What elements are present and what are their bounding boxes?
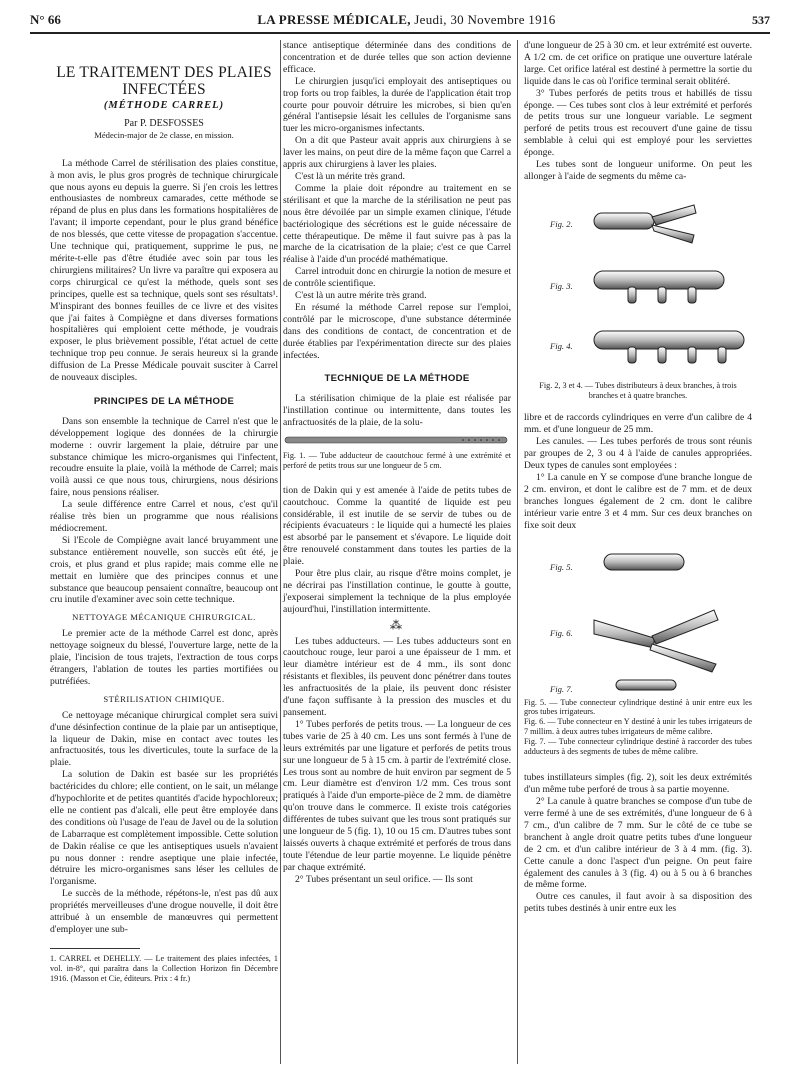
figure-caption: Fig. 2, 3 et 4. — Tubes distributeurs à deux branches, à trois branches et à quatre branches.	[539, 380, 737, 400]
paragraph: 2° Tubes présentant un seul orifice. — Ils sont	[295, 873, 473, 885]
figure-1	[283, 429, 511, 471]
figure-label: Fig. 3.	[550, 280, 573, 291]
distributor-tubes-illustration	[524, 191, 752, 381]
paragraph: C'est là un autre mérite très grand.	[295, 290, 427, 302]
paragraph: La seule différence entre Carrel et nous, c'est qu'il réalise très bien un programme que nous réalisions médiocrement.	[50, 499, 278, 534]
paragraph: Dans son ensemble la technique de Carrel n'est que le développement logique des données de la chirurgie moderne : ouvrir largement la plaie, détruire par une substance chimique les micro-organismes qui l'infectent, recoudre ensuite la plaie, voilà la méthode de Carrel; mais voilà aussi ce que nous tous, chirurgiens, nous désirions faire, nous pensions réaliser.	[50, 415, 278, 499]
paragraph: tion de Dakin qui y est amenée à l'aide de petits tubes de caoutchouc. Comme la quantité de liquide est peu considérable, il est inutile de se servir de tubes ou de récipients évacuateurs : le liquide qui a humecté les plaies est absorbé par le pansement et s'évapore. Le liquide doit être renouvelé constamment dans toutes les parties de la plaie.	[283, 484, 511, 568]
connector-tubes-illustration	[524, 540, 752, 698]
figure-label: Fig. 2.	[550, 218, 573, 229]
column-divider	[517, 40, 518, 1064]
subsection-heading: NETTOYAGE MÉCANIQUE CHIRURGICAL.	[72, 612, 256, 623]
figure-label: Fig. 5.	[550, 561, 573, 572]
figures-5-6-7	[524, 540, 752, 698]
figure-caption: Fig. 7. — Tube connecteur cylindrique destiné à raccorder des tubes adducteurs à des segments de tubes de même calibre.	[524, 736, 752, 756]
issue-date: Jeudi, 30 Novembre 1916	[410, 12, 556, 27]
page-header	[30, 8, 770, 34]
paragraph: C'est là un mérite très grand.	[295, 170, 405, 182]
paragraph: Le chirurgien jusqu'ici employait des antiseptiques ou trop forts ou trop faibles, la durée de l'application était trop courte pour pouvoir détruire les microbes, si bien qu'en général l'antisepsie lésait les cellules de l'organisme sans tuer les micro-organismes infectants.	[283, 75, 511, 135]
journal-title	[257, 12, 555, 28]
paragraph: Les tubes adducteurs. — Les tubes adducteurs sont en caoutchouc rouge, leur paroi a une épaisseur de 1 mm. et leur diamètre intérieur est de 4 mm., ils sont donc résistants et flexibles, ils peuvent donc pénétrer dans toutes les anfractuosités de la plaie, ils peuvent donc résister d'une façon suffisante à la pression des muscles et du pansement.	[283, 635, 511, 718]
column-1	[50, 48, 278, 984]
paragraph: stance antiseptique déterminée dans des conditions de concentration et de durée telles que son action devienne efficace.	[283, 40, 511, 75]
figure-caption: Fig. 5. — Tube connecteur cylindrique destiné à unir entre eux les gros tubes irrigateurs.	[524, 697, 752, 717]
paragraph: Outre ces canules, il faut avoir à sa disposition des petits tubes destinés à unir entre eux les	[524, 891, 752, 915]
column-2	[283, 40, 511, 886]
paragraph: On a dit que Pasteur avait appris aux chirurgiens à se laver les mains, on peut dire de la même façon que Carrel a appris aux chirurgiens à laver les plaies.	[283, 135, 511, 171]
article-subtitle: (MÉTHODE CARREL)	[103, 100, 225, 111]
page-number: 537	[751, 13, 770, 27]
figure-caption: Fig. 6. — Tube connecteur en Y destiné à unir les tubes irrigateurs de 7 millim. à deux autres tubes irrigateurs de même calibre.	[524, 717, 752, 736]
paragraph: 1° La canule en Y se compose d'une branche longue de 2 cm. environ, et dont le calibre est de 7 mm. et de deux branches longues également de 2 cm. dont le calibre intérieur varie entre 3 et 4 mm. Sur ces deux branches on fixe soit deux	[524, 472, 752, 531]
paragraph: d'une longueur de 25 à 30 cm. et leur extrémité est ouverte. A 1/2 cm. de cet orifice on pratique une ouverture latérale large. Cet orifice latéral est destiné à permettre la sortie du liquide dans le cas où l'orifice terminal serait oblitéré.	[524, 40, 752, 87]
figure-caption: Fig. 1. — Tube adducteur de caoutchouc fermé à une extrémité et perforé de petits trous sur une longueur de 5 cm.	[283, 451, 511, 470]
figure-label: Fig. 7.	[550, 683, 573, 694]
paragraph: Les tubes sont de longueur uniforme. On peut les allonger à l'aide de segments du même ca-	[524, 159, 752, 182]
paragraph: Ce nettoyage mécanique chirurgical complet sera suivi d'une désinfection continue de la plaie par un antiseptique, la liqueur de Dakin, mise en contact avec toutes les anfractuosités, tous les diverticules, toute la surface de la plaie.	[50, 709, 278, 769]
author-role: Médecin-major de 2e classe, en mission.	[94, 129, 234, 140]
column-3	[524, 40, 752, 915]
paragraph: Carrel introduit donc en chirurgie la notion de mesure et de contrôle scientifique.	[283, 266, 511, 290]
section-ornament: ⁂	[390, 617, 404, 632]
paragraph: Pour être plus clair, au risque d'être moins complet, je ne décrirai pas l'instillation continue, le goutte à goutte, j'exposerai simplement la technique de la plus employée aujourd'hui, l'instillation intermittente.	[283, 568, 511, 615]
paragraph: Les canules. — Les tubes perforés de trous sont réunis par groupes de 2, 3 ou 4 à l'aide de canules appropriées. Deux types de canules sont employées :	[524, 436, 752, 472]
figures-2-3-4	[524, 191, 752, 381]
paragraph: 2° La canule à quatre branches se compose d'un tube de verre fermé à une de ses extrémités, d'une longueur de 6 à 7 cm., d'un calibre de 7 mm. Sur le côté de ce tube se branchent à angle droit quatre petits tubes d'une longueur de 2 cm. et d'un calibre intérieur de 3 à 4 mm. (fig. 3). Cette canule a donc l'aspect d'un peigne. On peut faire également des canules à 3 (fig. 4) ou à 5 ou à 6 branches de même forme.	[524, 796, 752, 891]
figure-label: Fig. 6.	[550, 627, 573, 638]
paragraph: Le succès de la méthode, répétons-le, n'est pas dû aux propriétés merveilleuses d'une drogue nouvelle, il doit être attribué à un ensemble de manœuvres qui permettent d'employer une sub-	[50, 888, 278, 935]
article-title: LE TRAITEMENT DES PLAIES INFECTÉES	[56, 64, 272, 98]
paragraph: En résumé la méthode Carrel repose sur l'emploi, contrôlé par le microscope, d'une substance déterminée dans des conditions de contact, de concentration et de durée établies par l'expérimentation directe sur des plaies infectées.	[283, 301, 511, 361]
paragraph: Si l'Ecole de Compiègne avait lancé bruyamment une substance entièrement nouvelle, son succès eût été, je crois, et plus grand et plus rapide; mais comme elle ne mettait en lumière que des principes connus et une substance que beaucoup pensaient connaître, beaucoup ont cru inutile d'examiner avec soin cette technique.	[50, 534, 278, 606]
paragraph: tubes instillateurs simples (fig. 2), soit les deux extrémités d'un même tube perforé de trous à sa partie moyenne.	[524, 772, 752, 796]
subsection-heading: STÉRILISATION CHIMIQUE.	[103, 693, 225, 704]
paragraph: Le premier acte de la méthode Carrel est donc, après nettoyage soigneux du blessé, l'ouverture large, nette de la plaie, l'incision de tous trajets, l'extraction de tous corps étrangers, l'ablation de toutes les parties mortifiées ou putréfiées.	[50, 628, 278, 687]
footnote-rule	[50, 948, 140, 949]
paragraph: libre et de raccords cylindriques en verre d'un calibre de 4 mm. et d'une longueur de 25 mm.	[524, 412, 752, 436]
paragraph: La stérilisation chimique de la plaie est réalisée par l'instillation continue ou intermittente, dans toutes les anfractuosités de la plaie, de la solu-	[283, 393, 511, 429]
paragraph: 3° Tubes perforés de petits trous et habillés de tissu éponge. — Ces tubes sont clos à leur extrémité et perforés de petits trous sur une longueur variable. Le segment perforé de petits trous est recouvert d'une gaine de tissu semblable à celui qui est employé pour les serviettes éponge.	[524, 87, 752, 159]
paragraph: Comme la plaie doit répondre au traitement en se stérilisant et que la marche de la stérilisation ne peut pas nous être dévoilée par un simple examen clinique, l'étude bactériologique des sécrétions est le guide nécessaire de cette thérapeutique. De même il faut suivre pas à pas la marche de la cicatrisation de la plaie; c'est ce que Carrel réalise à l'aide d'un procédé mathématique.	[283, 182, 511, 266]
tube-illustration	[283, 429, 511, 451]
footnote: 1. CARREL et DEHELLY. — Le traitement des plaies infectées, 1 vol. in-8°, qui paraîtra dans la Collection Horizon fin Décembre 1916. (Masson et Cie, éditeurs. Prix : 4 fr.)	[50, 953, 278, 983]
paragraph: La solution de Dakin est basée sur les propriétés bactéricides du chlore; elle contient, on le sait, un mélange d'hypochlorite et de petites quantités d'acide hypochloreux; elle ne contient pas d'alcali, elle peut être employée dans des conditions où l'usage de l'eau de Javel ou de la solution de Labarraque est complètement impossible. Cette solution de Dakin réalise ce que les antiseptiques usuels n'avaient pu nous donner : rendre aseptique une plaie infectée, détruire les micro-organismes sans léser les cellules de l'organisme.	[50, 769, 278, 888]
column-divider	[280, 40, 281, 1064]
section-heading: TECHNIQUE DE LA MÉTHODE	[324, 373, 470, 385]
author-byline: Par P. DESFOSSES	[124, 117, 204, 129]
section-heading: PRINCIPES DE LA MÉTHODE	[93, 395, 235, 407]
paragraph: La méthode Carrel de stérilisation des plaies constitue, à mon avis, le plus gros progrès de technique chirurgicale que nous ayons eu depuis la guerre. Si j'en crois les lettres enthousiastes de nombreux camarades, cette méthode se répand de plus en plus dans les formations hospitalières de l'avant; il importe cependant, pour le plus grand bénéfice de nos blessés, que cette vitesse de propagation s'accentue. Une technique qui, pratiquement, supprime le pus, ne mérite-t-elle pas d'être étudiée avec soin par tous les chirurgiens militaires? Un livre va paraître qui exposera au corps chirurgical ce qu'est la méthode, quels sont ses principes, quelle est sa technique, quels sont ses résultats¹. M'inspirant des bonnes feuilles de ce livre et des visites que j'ai faites à Compiègne et dans diverses formations hospitalières qui emploient cette méthode, je voudrais exposer, le plus brièvement possible, l'état actuel de cette technique trop peu connue. Je serais heureux si la grande diffusion de La Presse Médicale pouvait susciter à Carrel de nouveaux disciples.	[50, 157, 278, 384]
journal-name: LA PRESSE MÉDICALE,	[257, 12, 411, 27]
figure-label: Fig. 4.	[550, 340, 573, 351]
issue-number: N° 66	[30, 12, 61, 27]
paragraph: 1° Tubes perforés de petits trous. — La longueur de ces tubes varie de 25 à 40 cm. Les uns sont fermés à l'une de leurs extrémités par une ligature et perforés de petits trous sur une longueur de 5 à 15 cm. à partir de l'extrémité close. Les trous sont au nombre de huit environ par segment de 5 cm. Leur diamètre est d'environ 1/2 mm. Ces trous sont pratiqués à l'aide d'un emporte-pièce de 2 mm. de diamètre qu'on trouve dans le commerce. Il existe trois catégories différentes de tubes suivant que les trous sont pratiqués sur une longueur de 5 (fig. 1), 10 ou 15 cm. D'autres tubes sont laissés ouverts à chaque extrémité et perforés de trous dans toute l'étendue de leur partie moyenne. Le liquide pénètre par chaque extrémité.	[283, 718, 511, 873]
